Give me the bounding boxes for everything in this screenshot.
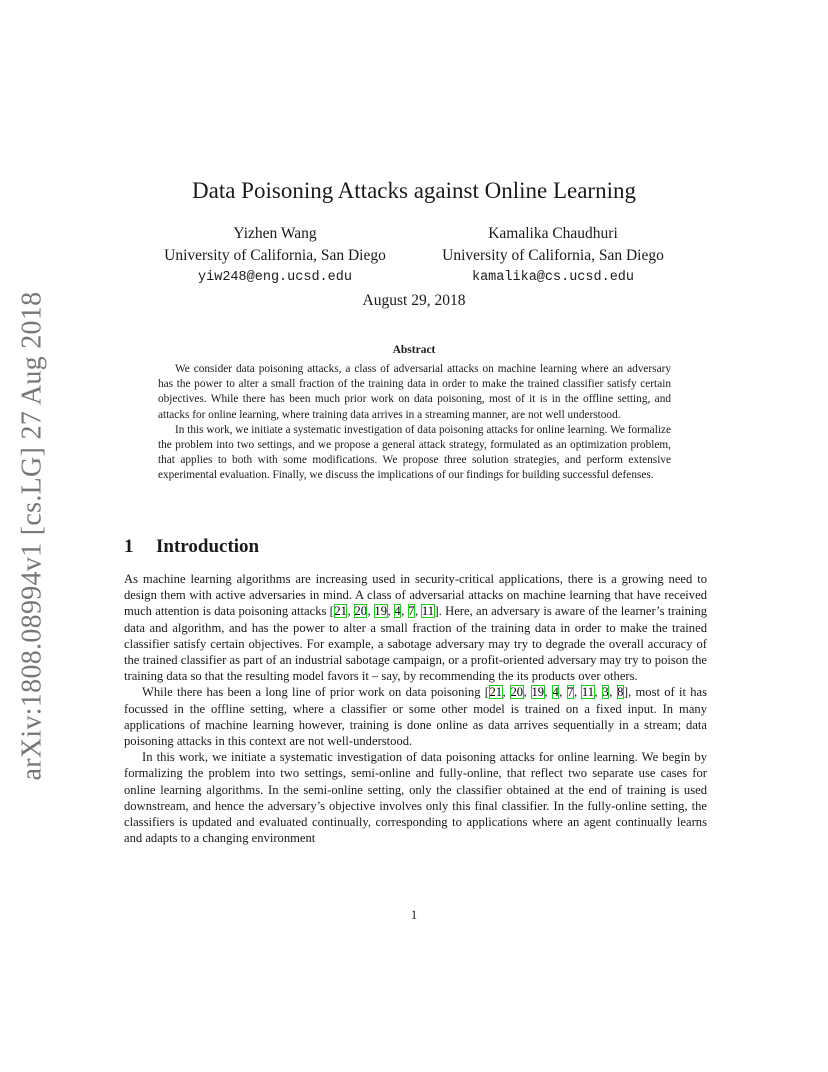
body-paragraph — [124, 684, 707, 749]
citation-link[interactable]: 8 — [617, 685, 624, 700]
section-number: 1 — [124, 536, 134, 557]
citation-link[interactable]: 19 — [374, 604, 387, 619]
citation-link[interactable]: 20 — [510, 685, 524, 700]
citation-link[interactable]: 11 — [581, 685, 594, 700]
citation-link[interactable]: 11 — [421, 604, 434, 619]
citation-link[interactable]: 20 — [354, 604, 367, 619]
citation-link[interactable]: 19 — [531, 685, 545, 700]
abstract-heading: Abstract — [392, 344, 436, 356]
paragraph-text: While there has been a long line of prior work on data poisoning [ — [142, 685, 489, 700]
author-name: Kamalika Chaudhuri — [488, 225, 618, 242]
author-affiliation: University of California, San Diego — [442, 247, 664, 264]
paper-title: Data Poisoning Attacks against Online Learning — [192, 178, 636, 203]
abstract — [158, 362, 671, 484]
arxiv-id: arXiv:1808.08994v1 [cs.LG] 27 Aug 2018 — [16, 291, 47, 781]
citation-link[interactable]: 4 — [552, 685, 559, 700]
citation-link[interactable]: 21 — [489, 685, 503, 700]
body-paragraph — [124, 571, 707, 684]
page-number: 1 — [410, 908, 418, 922]
paragraph-text: ]. Here, an adversary is aware of the learner’s training data and algorithm, and has the power to alter a small fraction of the training data in order to make the trained classifier satisfy certain objectives. For example, a sabotage adversary may try to degrade the overall accuracy of the trained classifier as part of an industrial sabotage campaign, or a profit-oriented adversary may try to poison the training data so that the resulting model favors it – say, by recommending the its products over others. — [124, 604, 708, 684]
citation-list: 21, 20, 19, 4, 7, 11 — [334, 604, 434, 619]
citation-link[interactable]: 7 — [567, 685, 574, 700]
section-heading — [124, 536, 259, 558]
section-body — [124, 571, 707, 846]
paragraph-text: As machine learning algorithms are increasing used in security-critical applications, there is a growing need to design them with active adversaries in mind. A class of adversarial attacks on machine learning that have received much attention is data poisoning attacks [ — [124, 572, 707, 619]
author-block-2 — [420, 223, 686, 289]
author-email: kamalika@cs.ucsd.edu — [471, 270, 635, 285]
author-block-1 — [140, 223, 410, 289]
citation-list: 21, 20, 19, 4, 7, 11, 3, 8 — [489, 685, 624, 700]
author-name: Yizhen Wang — [233, 225, 317, 242]
abstract-paragraph: We consider data poisoning attacks, a class of adversarial attacks on machine learning where an adversary has the power to alter a small fraction of the training data in order to make the trained classifier satisfy certain objectives. While there has been much prior work on data poisoning, most of it is in the offline setting, and attacks for online learning, where training data arrives in a streaming manner, are not well understood. — [158, 363, 671, 421]
abstract-paragraph: In this work, we initiate a systematic investigation of data poisoning attacks for online learning. We formalize the problem into two settings, and we propose a general attack strategy, formulated as an optimization problem, that applies to both with some modifications. We propose three solution strategies, and perform extensive experimental evaluation. Finally, we discuss the implications of our findings for building successful defenses. — [158, 423, 671, 482]
paragraph-text: ], most of it has focussed in the offline setting, where a classifier or some other model is trained on a fixed input. In many applications of machine learning however, training is done online as data arrives sequentially in a stream; data poisoning attacks in this context are not well-understood. — [124, 685, 708, 749]
citation-link[interactable]: 3 — [602, 685, 609, 700]
author-email: yiw248@eng.ucsd.edu — [198, 270, 352, 285]
author-affiliation: University of California, San Diego — [164, 247, 386, 264]
section-title: Introduction — [156, 536, 260, 557]
citation-link[interactable]: 4 — [394, 604, 401, 619]
body-paragraph: In this work, we initiate a systematic investigation of data poisoning attacks for online learning. We begin by formalizing the problem into two settings, semi-online and fully-online, that reflect two separate use cases for online learning algorithms. In the semi-online setting, only the classifier obtained at the end of training is used downstream, and hence the adversary’s objective involves only this final classifier. In the fully-online setting, the classifiers is updated and evaluated continually, corresponding to applications where an agent continually learns and adapts to a changing environment — [124, 750, 707, 846]
paper-date: August 29, 2018 — [362, 292, 466, 309]
citation-link[interactable]: 21 — [334, 604, 347, 619]
citation-link[interactable]: 7 — [408, 604, 415, 619]
